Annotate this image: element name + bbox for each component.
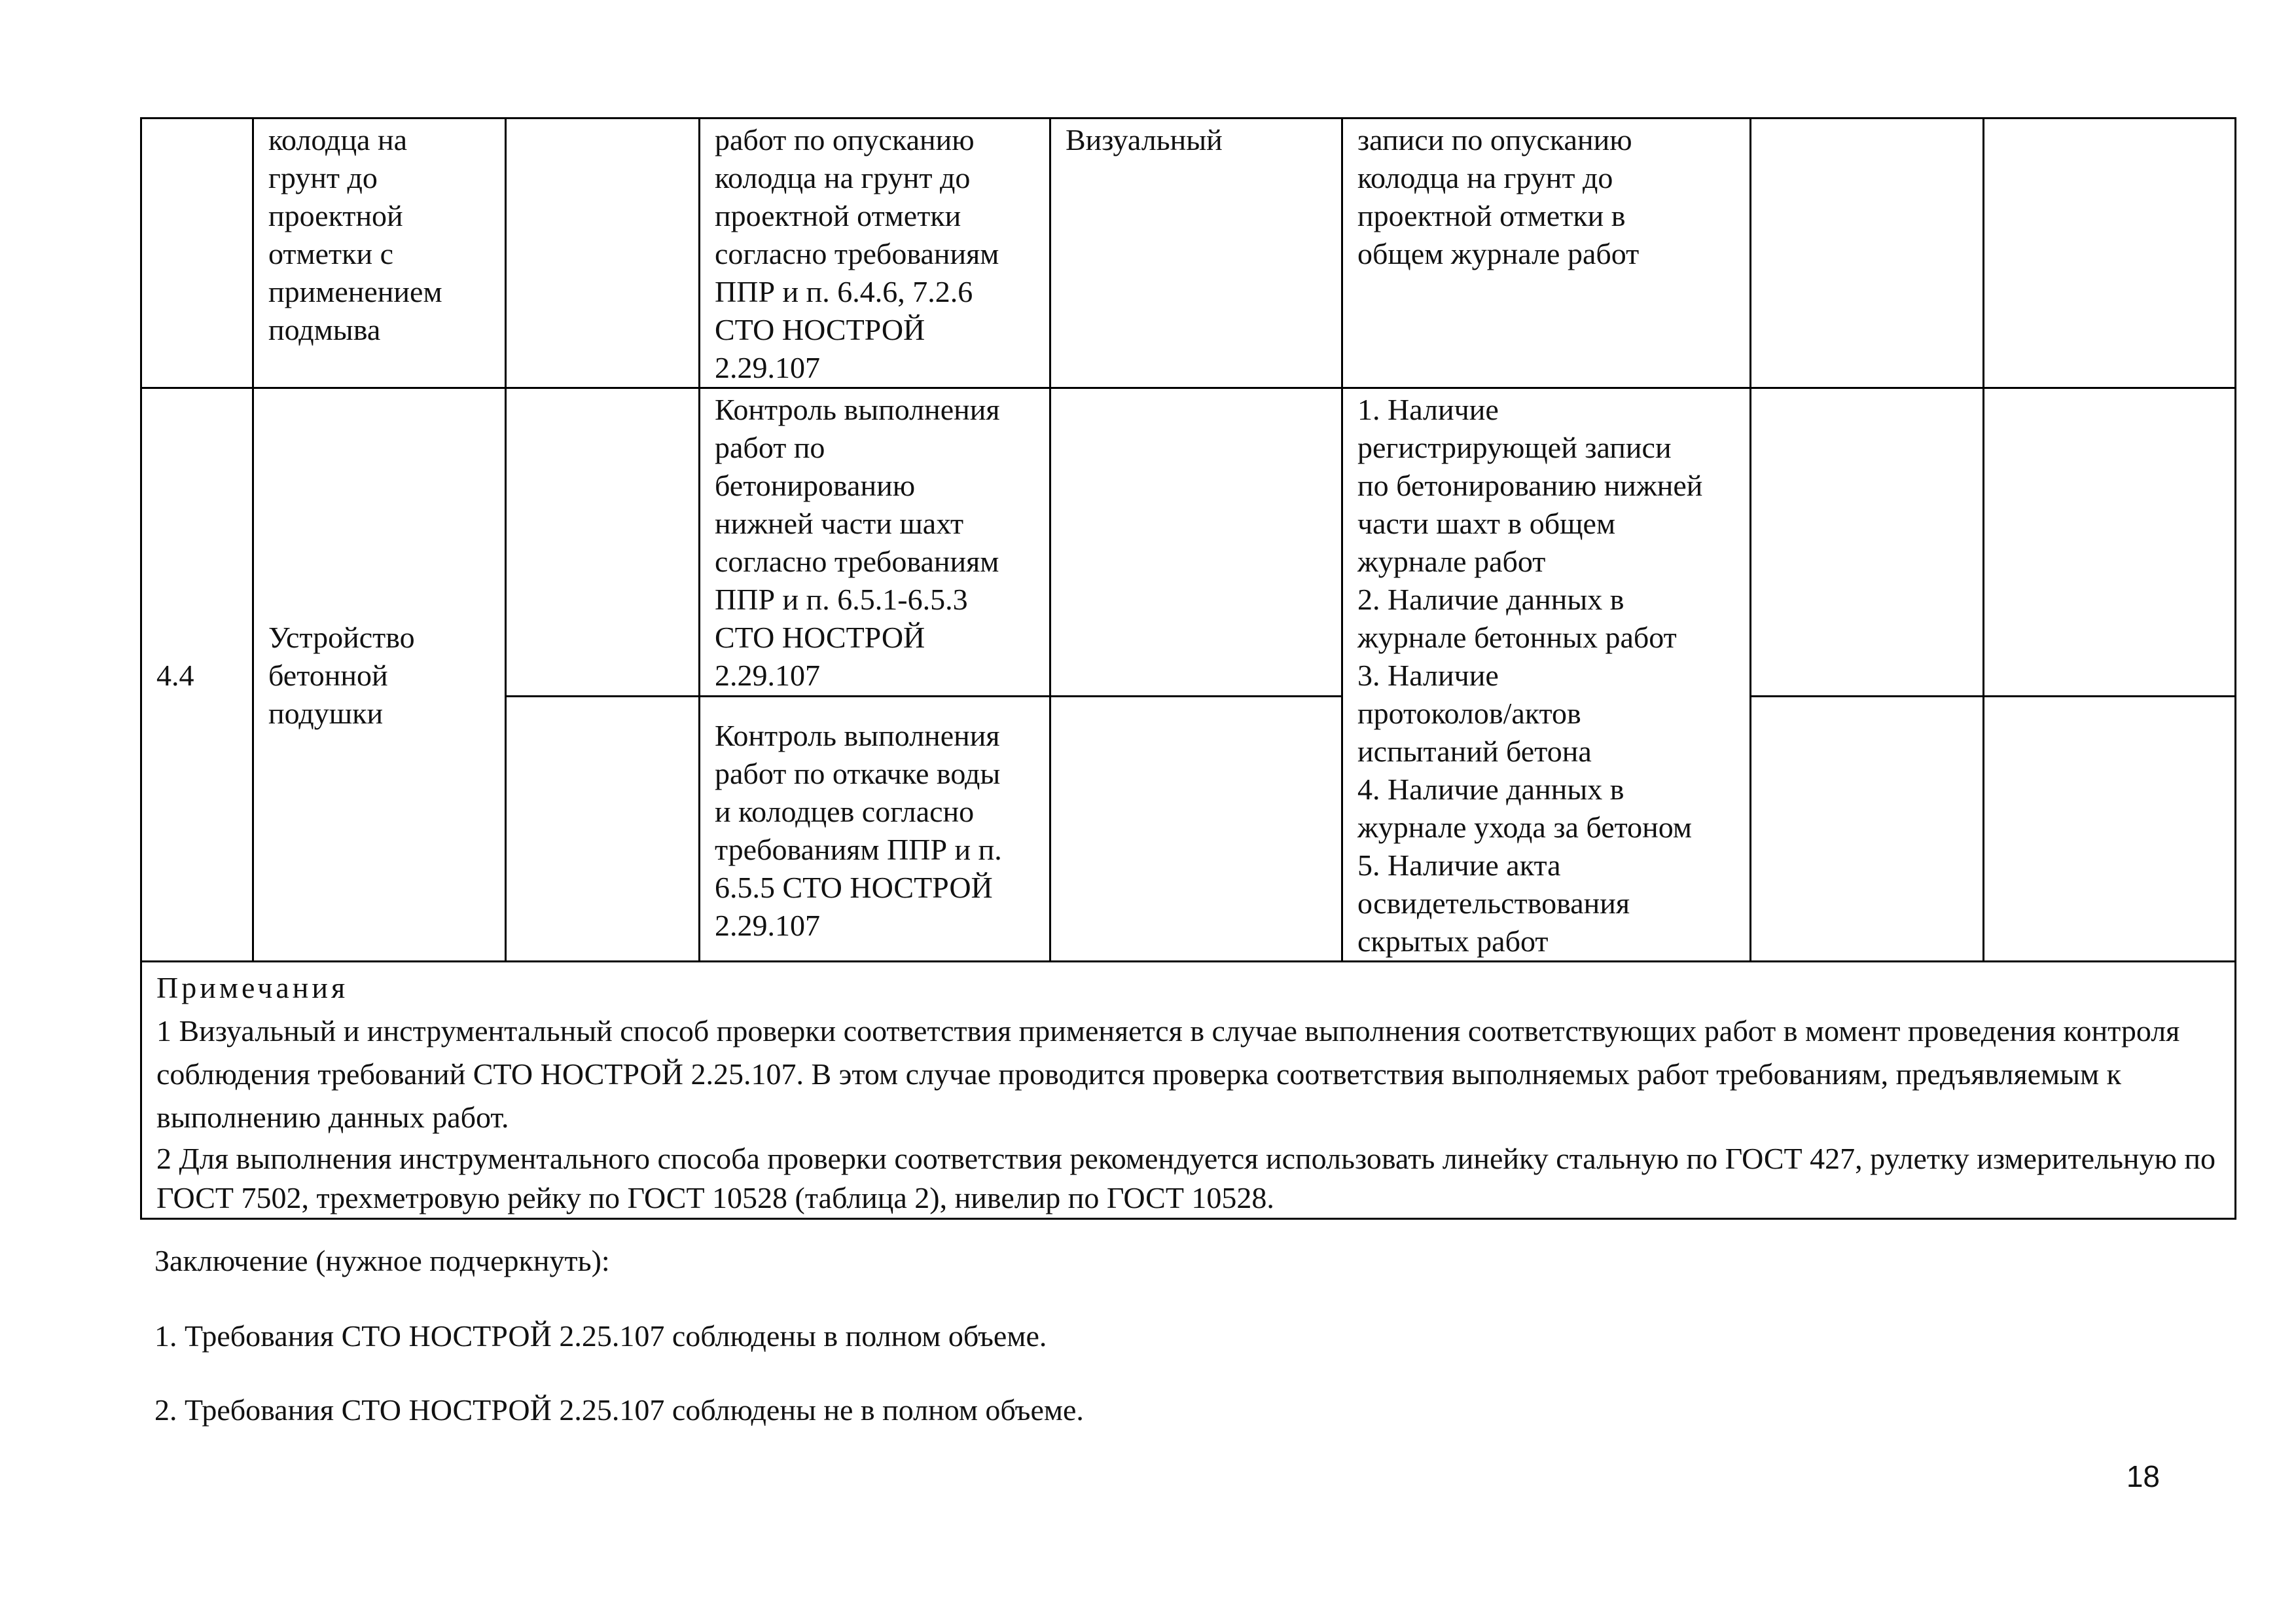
cell-col8 xyxy=(1984,388,2236,697)
conclusion-option-2[interactable]: 2. Требования СТО НОСТРОЙ 2.25.107 соблюдены не в полном объеме. xyxy=(154,1393,1084,1427)
cell-col8 xyxy=(1984,119,2236,388)
cell-work-name: колодца на грунт до проектной отметки с применением подмыва xyxy=(253,119,506,388)
note-item: 1 Визуальный и инструментальный способ проверки соответствия применяется в случае выполнения соответствующих работ в момент проведения контроля соблюдения требований СТО НОСТРОЙ 2.25.107. В этом случае проводится проверка соответствия выполняемых работ требованиям, предъявляемым к выполнению данных работ. xyxy=(156,1014,2180,1134)
page-number: 18 xyxy=(2126,1459,2160,1493)
table-row xyxy=(141,388,2236,697)
cell-col3 xyxy=(506,388,700,697)
cell-work-name: Устройство бетонной подушки xyxy=(253,388,506,962)
inspection-table xyxy=(140,117,2236,1220)
cell-col7 xyxy=(1751,119,1984,388)
cell-col7 xyxy=(1751,388,1984,697)
notes-title: Примечания xyxy=(156,971,349,1004)
note-item: 2 Для выполнения инструментального способа проверки соответствия рекомендуется использовать линейку стальную по ГОСТ 427, рулетку измерительную по ГОСТ 7502, трехметровую рейку по ГОСТ 10528 (таблица 2), нивелир по ГОСТ 10528. xyxy=(156,1142,2216,1214)
cell-documentation: 1. Наличие регистрирующей записи по бетонированию нижней части шахт в общем журнале работ 2. Наличие данных в журнале бетонных работ 3. Наличие протоколов/актов испытаний бетона 4. Наличие данных в журнале ухода за бетоном 5. Наличие акта освидетельствования скрытых работ xyxy=(1342,388,1751,962)
cell-method xyxy=(1050,388,1342,697)
cell-method xyxy=(1050,697,1342,962)
cell-col3 xyxy=(506,697,700,962)
notes-cell xyxy=(141,962,2236,1219)
conclusion-heading: Заключение (нужное подчеркнуть): xyxy=(154,1244,610,1277)
conclusion-option-1[interactable]: 1. Требования СТО НОСТРОЙ 2.25.107 соблюдены в полном объеме. xyxy=(154,1319,1047,1353)
cell-documentation: записи по опусканию колодца на грунт до проектной отметки в общем журнале работ xyxy=(1342,119,1751,388)
cell-requirement: Контроль выполнения работ по бетонированию нижней части шахт согласно требованиям ППР и п. 6.5.1-6.5.3 СТО НОСТРОЙ 2.29.107 xyxy=(700,388,1050,697)
notes-row xyxy=(141,962,2236,1219)
cell-col7 xyxy=(1751,697,1984,962)
cell-col8 xyxy=(1984,697,2236,962)
cell-requirement: Контроль выполнения работ по откачке воды и колодцев согласно требованиям ППР и п. 6.5.5 СТО НОСТРОЙ 2.29.107 xyxy=(700,697,1050,962)
cell-col3 xyxy=(506,119,700,388)
cell-number xyxy=(141,119,253,388)
cell-method: Визуальный xyxy=(1050,119,1342,388)
cell-requirement: работ по опусканию колодца на грунт до проектной отметки согласно требованиям ППР и п. 6.4.6, 7.2.6 СТО НОСТРОЙ 2.29.107 xyxy=(700,119,1050,388)
table-row xyxy=(141,119,2236,388)
cell-number: 4.4 xyxy=(141,388,253,962)
